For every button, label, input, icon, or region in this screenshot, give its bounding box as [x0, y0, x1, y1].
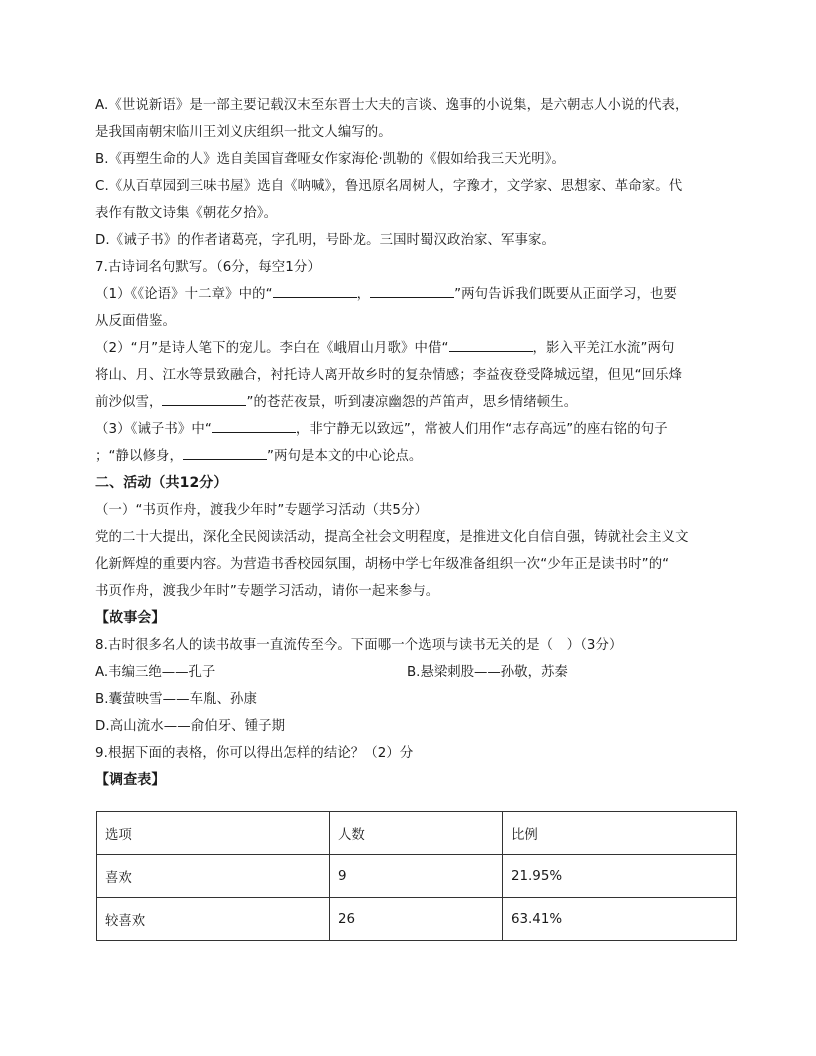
q7-p2-text-a: （2）“月”是诗人笔下的宠儿。李白在《峨眉山月歌》中借“ [95, 341, 449, 356]
table-row [97, 898, 737, 941]
fill-blank[interactable] [449, 337, 533, 352]
fill-blank[interactable] [183, 445, 267, 460]
q7-p3-l2-text-b: ”两句是本文的中心论点。 [266, 449, 423, 464]
option-b: B.《再塑生命的人》选自美国盲聋哑女作家海伦·凯勒的《假如给我三天光明》。 [95, 152, 565, 167]
question7-title: 7.古诗词名句默写。（6分，每空1分） [95, 260, 321, 275]
section2-intro-line3: 书页作舟，渡我少年时”专题学习活动，请你一起来参与。 [95, 584, 440, 599]
q7-p2-l3-text-b: ”的苍茫夜景，听到凄凉幽怨的芦笛声，思乡情绪顿生。 [246, 395, 578, 410]
question8-choices-row1 [95, 659, 740, 686]
table-cell: 喜欢 [97, 855, 330, 898]
fill-blank[interactable] [370, 283, 454, 298]
table-header-cell: 选项 [97, 812, 330, 855]
q7-p3-l2-text-a: ；“静以修身， [95, 449, 183, 464]
question7-part2 [95, 335, 740, 362]
fill-blank[interactable] [212, 418, 296, 433]
q7-p3-text-b: ，非宁静无以致远”，常被人们用作“志存高远”的座右铭的句子 [295, 422, 668, 437]
question7-part2-line2: 将山、月、江水等景致融合，衬托诗人离开故乡时的复杂情感；李益夜登受降城远望，但见“回乐烽 [95, 368, 683, 383]
table-cell: 21.95% [503, 855, 737, 898]
question7-part2-line3 [95, 389, 740, 416]
question7-part1 [95, 281, 740, 308]
table-header-cell: 人数 [330, 812, 503, 855]
section2-intro-line1: 党的二十大提出，深化全民阅读活动，提高全社会文明程度，是推进文化自信自强，铸就社会主义文 [95, 530, 689, 545]
option-a-line1: A.《世说新语》是一部主要记载汉末至东晋士大夫的言谈、逸事的小说集，是六朝志人小说的代表， [95, 98, 689, 113]
section2-intro-line2: 化新辉煌的重要内容。为营造书香校园氛围，胡杨中学七年级准备组织一次“少年正是读书时”的“ [95, 557, 670, 572]
q7-p1-text-b: ， [356, 287, 371, 302]
q7-p2-text-b: ，影入平羌江水流”两句 [532, 341, 675, 356]
survey-table [96, 811, 737, 941]
option-a-line2: 是我国南朝宋临川王刘义庆组织一批文人编写的。 [95, 125, 392, 140]
table-header-row [97, 812, 737, 855]
question8-title: 8.古时很多名人的读书故事一直流传至今。下面哪一个选项与读书无关的是（ ）（3分） [95, 638, 623, 653]
option-c-line2: 表作有散文诗集《朝花夕拾》。 [95, 206, 278, 221]
q7-p1-text-a: （1）《《论语》十二章》中的“ [95, 287, 273, 302]
question7-part3-line2 [95, 443, 740, 470]
choice-c[interactable]: B.囊萤映雪——车胤、孙康 [95, 692, 258, 707]
survey-label: 【调查表】 [95, 772, 166, 788]
document-page [95, 92, 740, 794]
q7-p2-l3-text-a: 前沙似雪， [95, 395, 163, 410]
option-d: D.《诫子书》的作者诸葛亮，字孔明，号卧龙。三国时蜀汉政治家、军事家。 [95, 233, 555, 248]
question7-part1-line2: 从反面借鉴。 [95, 314, 176, 329]
choice-b[interactable]: B.悬梁刺股——孙敬，苏秦 [407, 665, 568, 680]
section2-heading: 二、活动（共12分） [95, 475, 228, 491]
choice-a[interactable]: A.韦编三绝——孔子 [95, 665, 216, 680]
q7-p3-text-a: （3）《诫子书》中“ [95, 422, 212, 437]
table-cell: 较喜欢 [97, 898, 330, 941]
table-row [97, 855, 737, 898]
table-cell: 26 [330, 898, 503, 941]
table-cell: 9 [330, 855, 503, 898]
fill-blank[interactable] [162, 391, 246, 406]
story-label: 【故事会】 [95, 610, 166, 626]
table-header-cell: 比例 [503, 812, 737, 855]
fill-blank[interactable] [273, 283, 357, 298]
choice-d[interactable]: D.高山流水——俞伯牙、锺子期 [95, 719, 286, 734]
table-cell: 63.41% [503, 898, 737, 941]
question7-part3 [95, 416, 740, 443]
option-c-line1: C.《从百草园到三味书屋》选自《呐喊》，鲁迅原名周树人，字豫才，文学家、思想家、革命家。代 [95, 179, 683, 194]
section2-subheading: （一）“书页作舟，渡我少年时”专题学习活动（共5分） [95, 503, 428, 518]
question9-title: 9.根据下面的表格，你可以得出怎样的结论？（2）分 [95, 746, 414, 761]
q7-p1-text-c: ”两句告诉我们既要从正面学习，也要 [454, 287, 678, 302]
